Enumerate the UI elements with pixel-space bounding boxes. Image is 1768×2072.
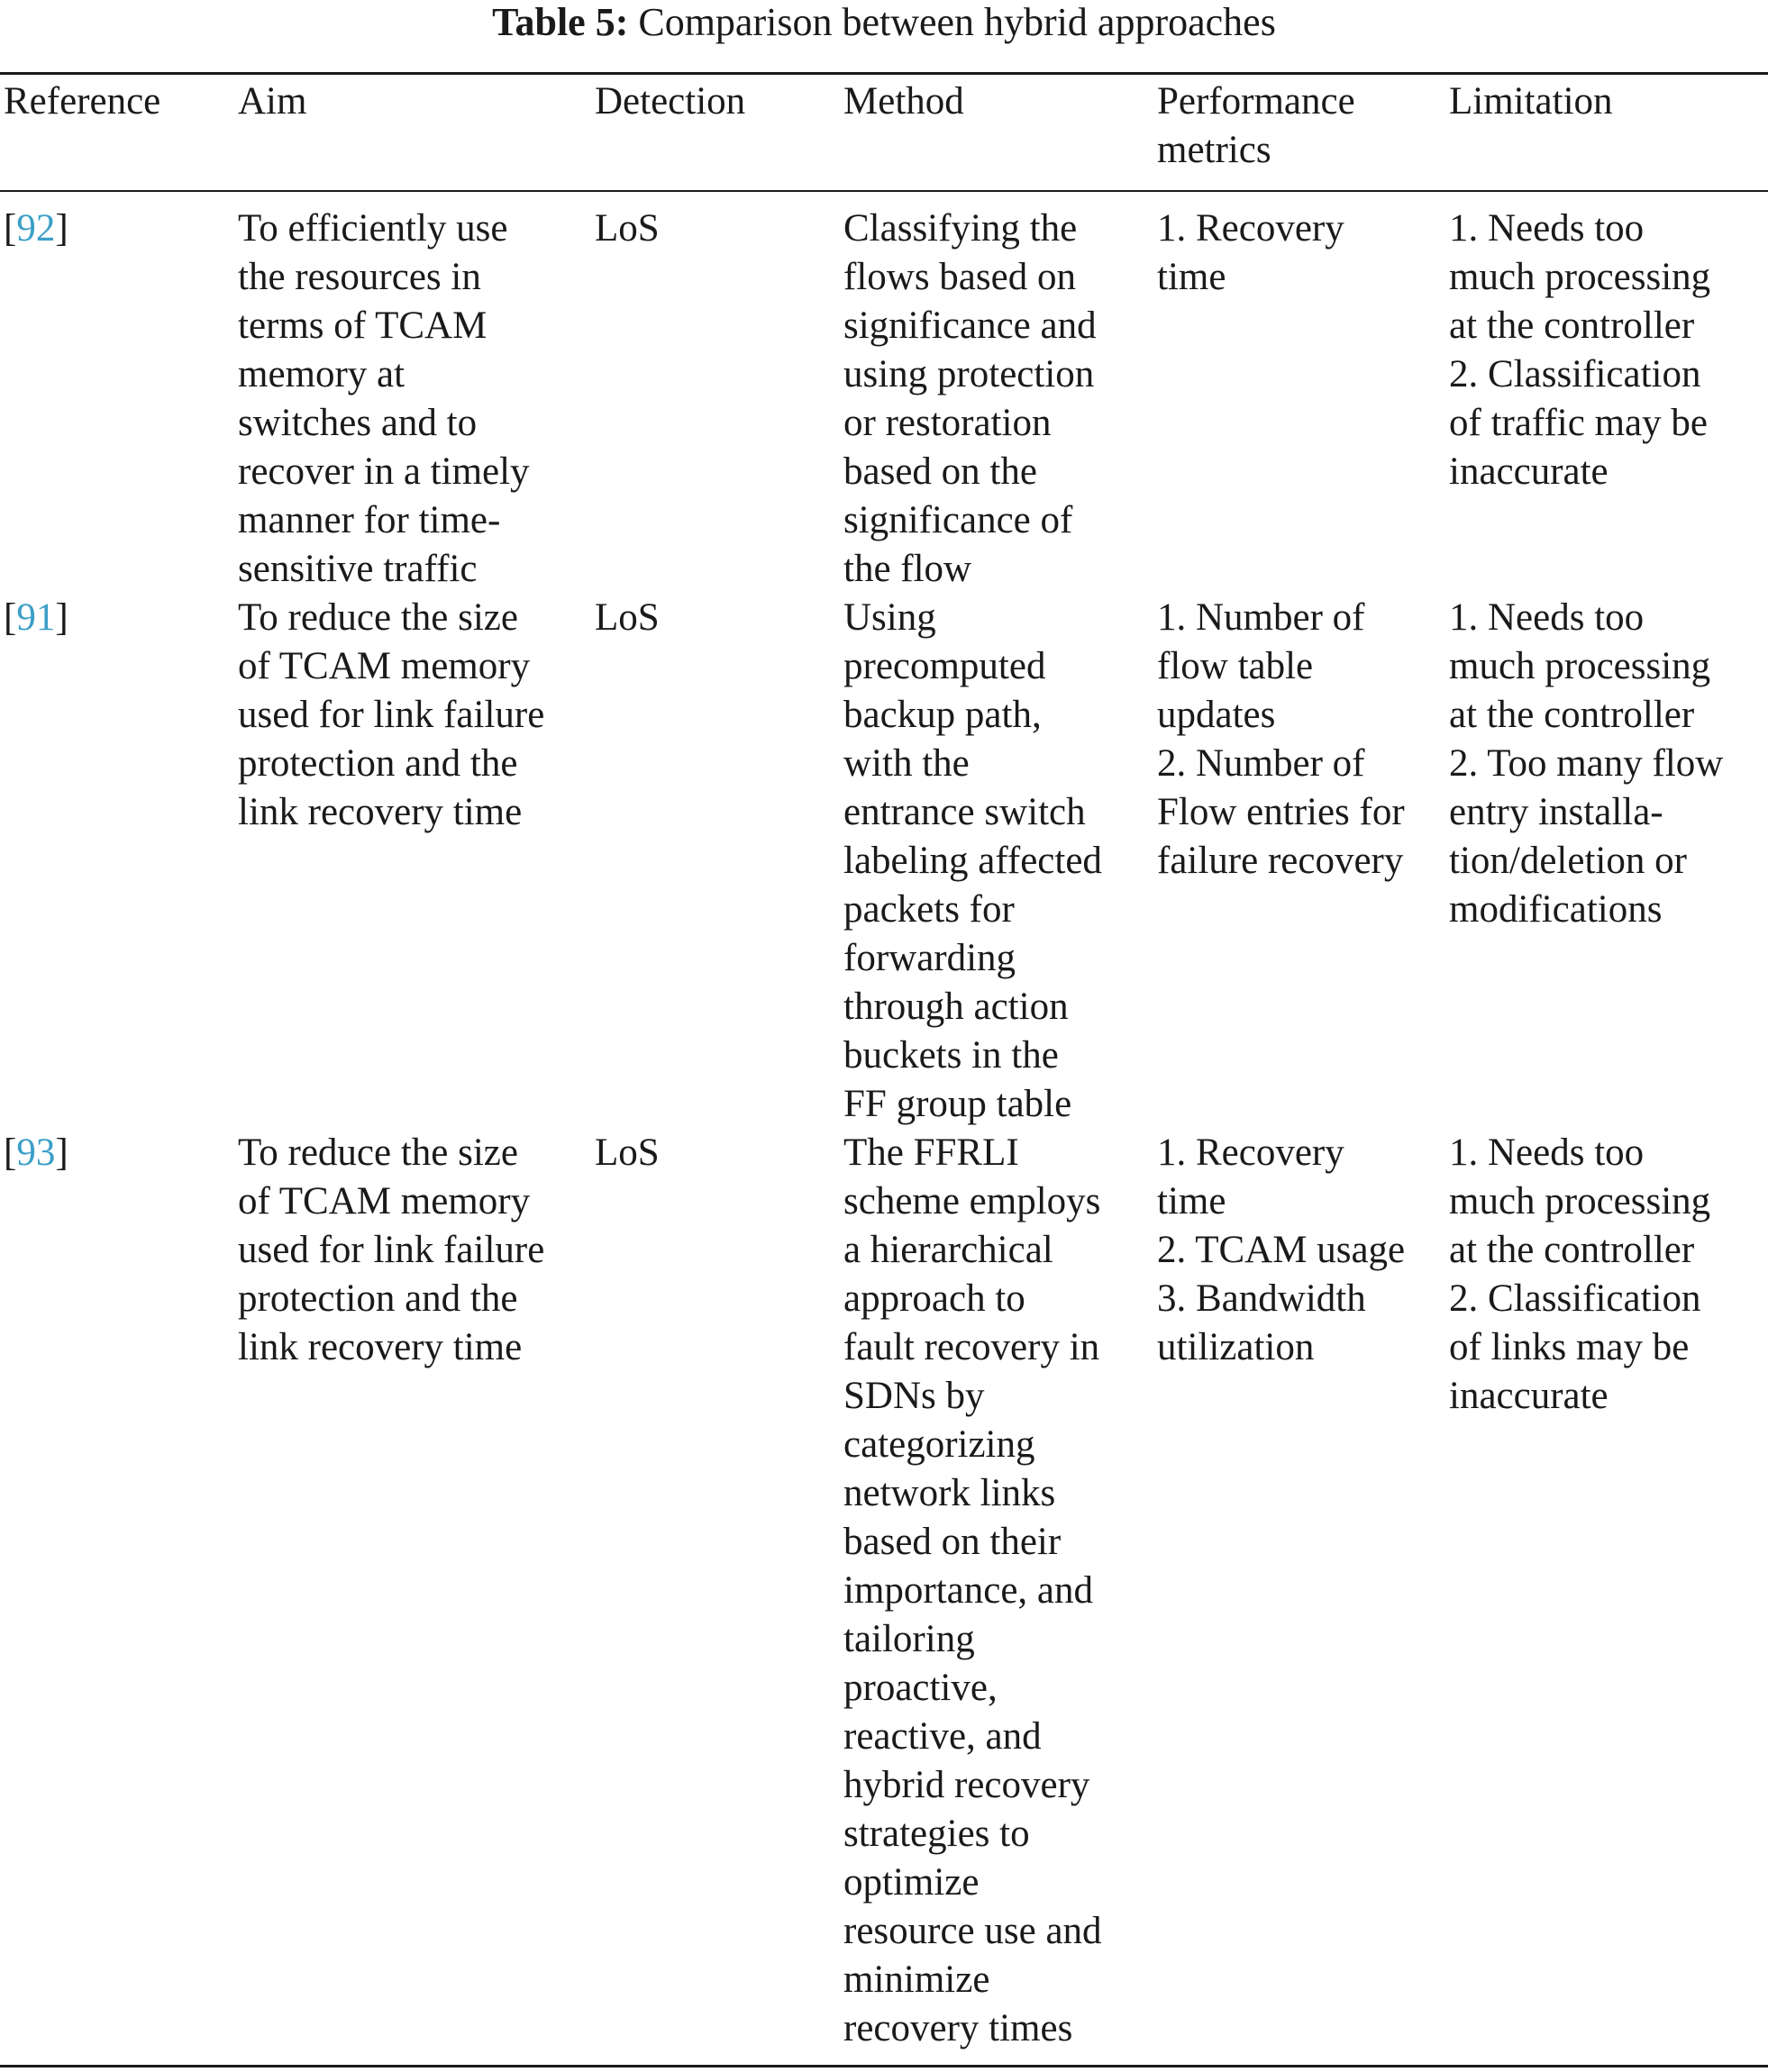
method-cell: Classifying the flows based on significance and using protection or restoration based on the significance of the flow bbox=[843, 207, 1097, 590]
performance-cell: 1. Recovery time 2. TCAM usage 3. Bandwidth utilization bbox=[1157, 1131, 1406, 1368]
reference-link[interactable]: 91 bbox=[16, 596, 56, 639]
reference-cell bbox=[4, 204, 229, 253]
header-limitation: Limitation bbox=[1449, 80, 1613, 123]
table-caption-label: Table 5: bbox=[492, 0, 629, 44]
table-top-rule bbox=[0, 72, 1768, 75]
header-reference: Reference bbox=[4, 80, 161, 123]
limitation-cell: 1. Needs too much processing at the controller 2. Too many flow entry installa- tion/deletion or modifications bbox=[1449, 596, 1724, 931]
table-bottom-rule bbox=[0, 2065, 1768, 2067]
header-method: Method bbox=[843, 80, 964, 123]
limitation-cell: 1. Needs too much processing at the controller 2. Classification of links may be inaccurate bbox=[1449, 1131, 1711, 1417]
detection-cell: LoS bbox=[595, 1131, 660, 1174]
reference-bracket-open: [ bbox=[4, 596, 17, 639]
reference-link[interactable]: 92 bbox=[16, 207, 56, 250]
table-header-rule bbox=[0, 190, 1768, 192]
header-performance-metrics: Performance metrics bbox=[1157, 80, 1355, 171]
performance-cell: 1. Recovery time bbox=[1157, 207, 1344, 298]
aim-cell: To efficiently use the resources in terms of TCAM memory at switches and to recover in a timely manner for time- sensitive traffic bbox=[238, 207, 530, 590]
aim-cell: To reduce the size of TCAM memory used for link failure protection and the link recovery time bbox=[238, 1131, 545, 1368]
detection-cell: LoS bbox=[595, 207, 660, 250]
table-caption bbox=[0, 0, 1768, 47]
reference-bracket-close: ] bbox=[55, 207, 68, 250]
reference-bracket-open: [ bbox=[4, 207, 17, 250]
aim-cell: To reduce the size of TCAM memory used for link failure protection and the link recovery time bbox=[238, 596, 545, 833]
table-caption-text: Comparison between hybrid approaches bbox=[638, 0, 1276, 44]
method-cell: Using precomputed backup path, with the entrance switch labeling affected packets for forwarding through action buckets in the FF group table bbox=[843, 596, 1102, 1125]
performance-cell: 1. Number of flow table updates 2. Number of Flow entries for failure recovery bbox=[1157, 596, 1405, 882]
reference-cell bbox=[4, 594, 229, 642]
detection-cell: LoS bbox=[595, 596, 660, 639]
header-aim: Aim bbox=[238, 80, 307, 123]
reference-bracket-close: ] bbox=[55, 596, 68, 639]
method-cell: The FFRLI scheme employs a hierarchical approach to fault recovery in SDNs by categorizing network links based on their importance, and tailoring proactive, reactive, and hybrid recovery strategies to optimize resource use and minimize recovery times bbox=[843, 1131, 1102, 2049]
reference-cell bbox=[4, 1129, 229, 1177]
header-detection: Detection bbox=[595, 80, 746, 123]
reference-link[interactable]: 93 bbox=[16, 1131, 56, 1174]
reference-bracket-open: [ bbox=[4, 1131, 17, 1174]
reference-bracket-close: ] bbox=[55, 1131, 68, 1174]
limitation-cell: 1. Needs too much processing at the controller 2. Classification of traffic may be inaccurate bbox=[1449, 207, 1711, 493]
